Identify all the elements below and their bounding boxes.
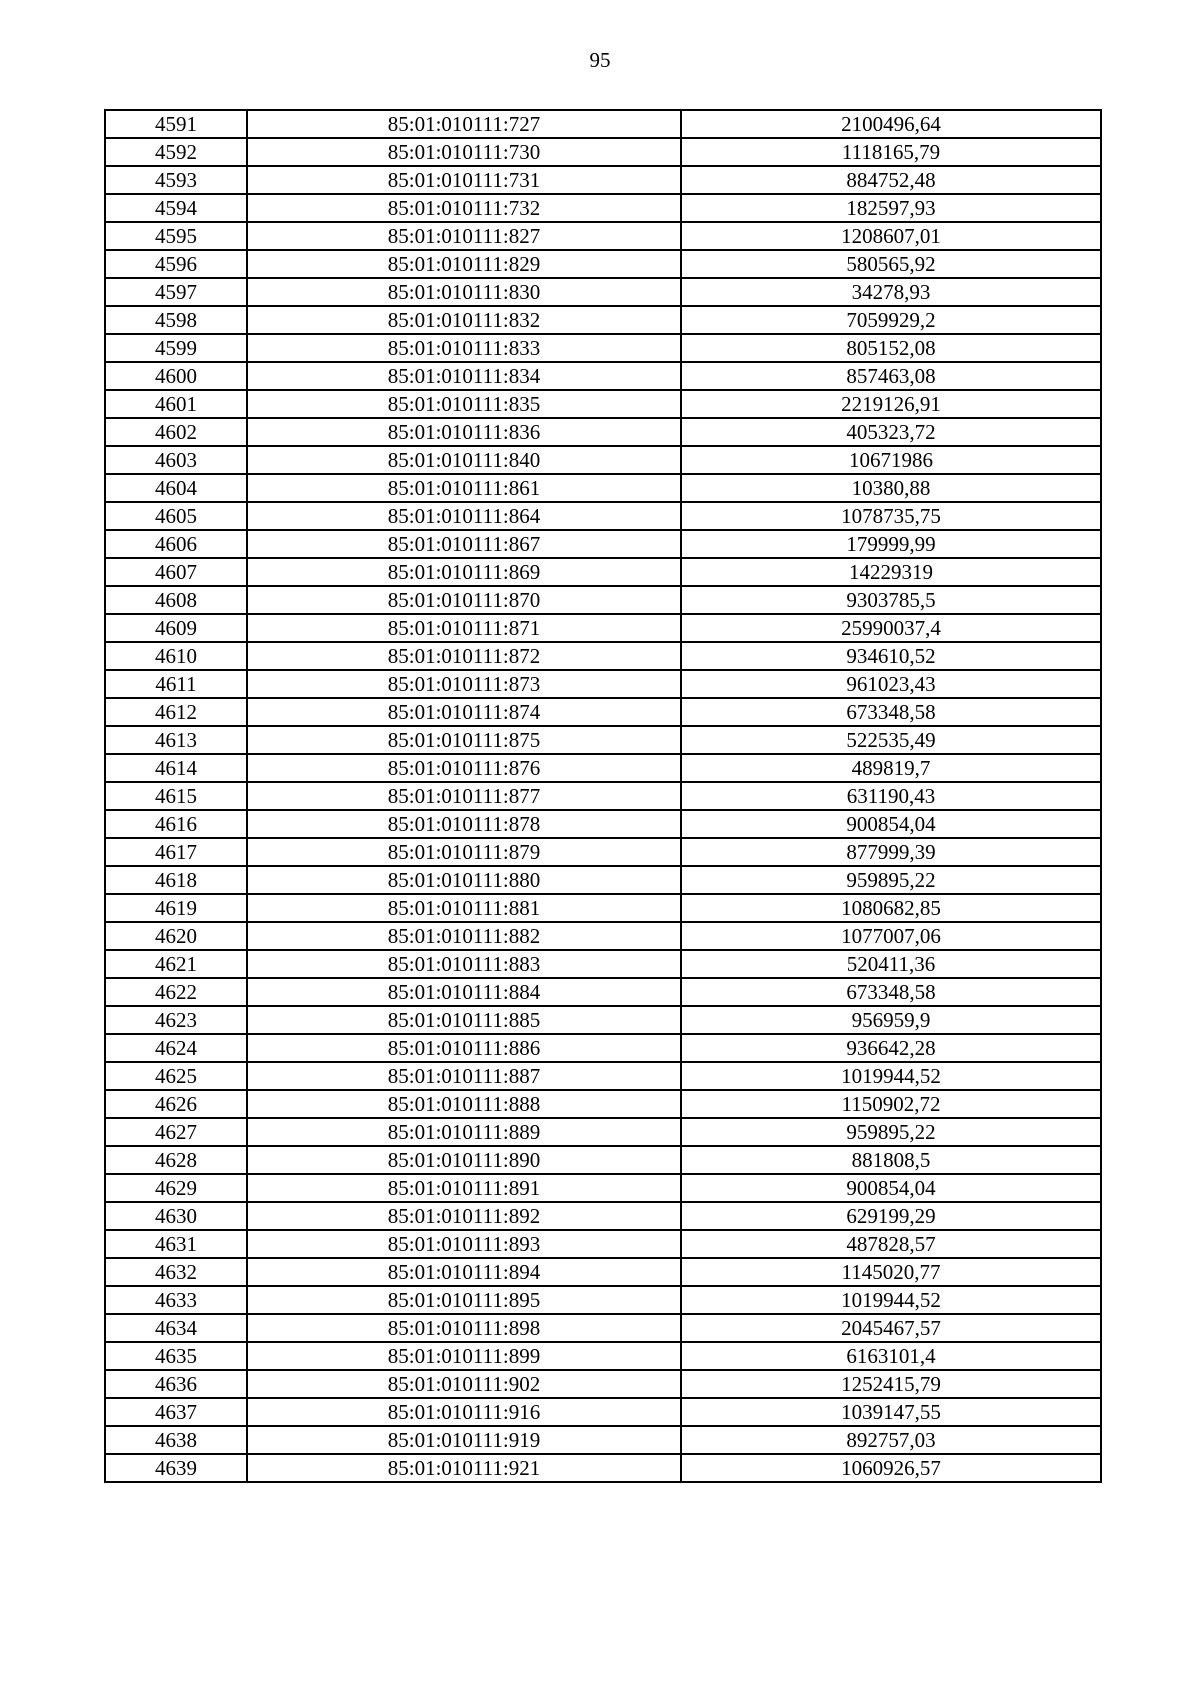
cadastral-value-cell: 1150902,72 — [681, 1090, 1101, 1118]
table-row — [105, 614, 1101, 642]
cadastral-value-cell: 14229319 — [681, 558, 1101, 586]
row-number-cell: 4621 — [105, 950, 247, 978]
cadastral-number-cell: 85:01:010111:871 — [247, 614, 681, 642]
row-number-cell: 4620 — [105, 922, 247, 950]
row-number-cell: 4634 — [105, 1314, 247, 1342]
cadastral-value-cell: 673348,58 — [681, 698, 1101, 726]
cadastral-value-cell: 179999,99 — [681, 530, 1101, 558]
row-number-cell: 4598 — [105, 306, 247, 334]
row-number-cell: 4628 — [105, 1146, 247, 1174]
table-row — [105, 446, 1101, 474]
row-number-cell: 4636 — [105, 1370, 247, 1398]
row-number-cell: 4633 — [105, 1286, 247, 1314]
table-row — [105, 362, 1101, 390]
table-row — [105, 754, 1101, 782]
row-number-cell: 4594 — [105, 194, 247, 222]
table-row — [105, 922, 1101, 950]
table-row — [105, 1314, 1101, 1342]
row-number-cell: 4596 — [105, 250, 247, 278]
cadastral-value-cell: 892757,03 — [681, 1426, 1101, 1454]
table-row — [105, 138, 1101, 166]
row-number-cell: 4617 — [105, 838, 247, 866]
table-row — [105, 1454, 1101, 1482]
cadastral-number-cell: 85:01:010111:877 — [247, 782, 681, 810]
row-number-cell: 4610 — [105, 642, 247, 670]
cadastral-value-cell: 881808,5 — [681, 1146, 1101, 1174]
cadastral-number-cell: 85:01:010111:832 — [247, 306, 681, 334]
row-number-cell: 4591 — [105, 110, 247, 138]
table-row — [105, 1286, 1101, 1314]
table-row — [105, 1342, 1101, 1370]
table-row — [105, 1174, 1101, 1202]
row-number-cell: 4608 — [105, 586, 247, 614]
cadastral-number-cell: 85:01:010111:883 — [247, 950, 681, 978]
cadastral-value-cell: 1118165,79 — [681, 138, 1101, 166]
cadastral-value-cell: 959895,22 — [681, 866, 1101, 894]
cadastral-number-cell: 85:01:010111:898 — [247, 1314, 681, 1342]
row-number-cell: 4606 — [105, 530, 247, 558]
cadastral-number-cell: 85:01:010111:881 — [247, 894, 681, 922]
cadastral-number-cell: 85:01:010111:880 — [247, 866, 681, 894]
cadastral-value-cell: 629199,29 — [681, 1202, 1101, 1230]
cadastral-number-cell: 85:01:010111:875 — [247, 726, 681, 754]
cadastral-value-cell: 936642,28 — [681, 1034, 1101, 1062]
cadastral-number-cell: 85:01:010111:919 — [247, 1426, 681, 1454]
table-row — [105, 670, 1101, 698]
table-row — [105, 950, 1101, 978]
row-number-cell: 4639 — [105, 1454, 247, 1482]
cadastral-value-cell: 1019944,52 — [681, 1062, 1101, 1090]
row-number-cell: 4619 — [105, 894, 247, 922]
cadastral-number-cell: 85:01:010111:916 — [247, 1398, 681, 1426]
cadastral-number-cell: 85:01:010111:835 — [247, 390, 681, 418]
row-number-cell: 4624 — [105, 1034, 247, 1062]
cadastral-number-cell: 85:01:010111:894 — [247, 1258, 681, 1286]
row-number-cell: 4611 — [105, 670, 247, 698]
cadastral-value-cell: 857463,08 — [681, 362, 1101, 390]
table-row — [105, 1370, 1101, 1398]
row-number-cell: 4618 — [105, 866, 247, 894]
cadastral-number-cell: 85:01:010111:921 — [247, 1454, 681, 1482]
cadastral-value-cell: 2100496,64 — [681, 110, 1101, 138]
row-number-cell: 4595 — [105, 222, 247, 250]
table-row — [105, 1090, 1101, 1118]
cadastral-number-cell: 85:01:010111:878 — [247, 810, 681, 838]
cadastral-value-cell: 1060926,57 — [681, 1454, 1101, 1482]
cadastral-number-cell: 85:01:010111:834 — [247, 362, 681, 390]
table-row — [105, 334, 1101, 362]
cadastral-number-cell: 85:01:010111:730 — [247, 138, 681, 166]
cadastral-number-cell: 85:01:010111:902 — [247, 1370, 681, 1398]
cadastral-value-cell: 805152,08 — [681, 334, 1101, 362]
cadastral-value-cell: 1145020,77 — [681, 1258, 1101, 1286]
cadastral-value-cell: 9303785,5 — [681, 586, 1101, 614]
table-row — [105, 558, 1101, 586]
table-row — [105, 586, 1101, 614]
row-number-cell: 4604 — [105, 474, 247, 502]
cadastral-number-cell: 85:01:010111:899 — [247, 1342, 681, 1370]
cadastral-value-cell: 1208607,01 — [681, 222, 1101, 250]
row-number-cell: 4614 — [105, 754, 247, 782]
table-row — [105, 1230, 1101, 1258]
cadastral-value-cell: 631190,43 — [681, 782, 1101, 810]
row-number-cell: 4605 — [105, 502, 247, 530]
row-number-cell: 4612 — [105, 698, 247, 726]
row-number-cell: 4600 — [105, 362, 247, 390]
cadastral-value-cell: 25990037,4 — [681, 614, 1101, 642]
row-number-cell: 4622 — [105, 978, 247, 1006]
cadastral-number-cell: 85:01:010111:890 — [247, 1146, 681, 1174]
row-number-cell: 4603 — [105, 446, 247, 474]
table-row — [105, 1398, 1101, 1426]
cadastral-value-cell: 405323,72 — [681, 418, 1101, 446]
table-row — [105, 278, 1101, 306]
row-number-cell: 4597 — [105, 278, 247, 306]
cadastral-number-cell: 85:01:010111:870 — [247, 586, 681, 614]
cadastral-number-cell: 85:01:010111:827 — [247, 222, 681, 250]
cadastral-number-cell: 85:01:010111:731 — [247, 166, 681, 194]
cadastral-value-cell: 1080682,85 — [681, 894, 1101, 922]
cadastral-number-cell: 85:01:010111:895 — [247, 1286, 681, 1314]
row-number-cell: 4630 — [105, 1202, 247, 1230]
cadastral-number-cell: 85:01:010111:885 — [247, 1006, 681, 1034]
cadastral-value-cell: 182597,93 — [681, 194, 1101, 222]
table-row — [105, 1034, 1101, 1062]
cadastral-number-cell: 85:01:010111:893 — [247, 1230, 681, 1258]
table-row — [105, 390, 1101, 418]
row-number-cell: 4627 — [105, 1118, 247, 1146]
table-row — [105, 698, 1101, 726]
cadastral-number-cell: 85:01:010111:874 — [247, 698, 681, 726]
cadastral-value-cell: 1252415,79 — [681, 1370, 1101, 1398]
cadastral-value-cell: 520411,36 — [681, 950, 1101, 978]
cadastral-number-cell: 85:01:010111:879 — [247, 838, 681, 866]
row-number-cell: 4626 — [105, 1090, 247, 1118]
table-row — [105, 250, 1101, 278]
cadastral-number-cell: 85:01:010111:861 — [247, 474, 681, 502]
row-number-cell: 4629 — [105, 1174, 247, 1202]
cadastral-value-cell: 1019944,52 — [681, 1286, 1101, 1314]
table-row — [105, 1146, 1101, 1174]
row-number-cell: 4607 — [105, 558, 247, 586]
row-number-cell: 4638 — [105, 1426, 247, 1454]
row-number-cell: 4609 — [105, 614, 247, 642]
table-row — [105, 502, 1101, 530]
cadastral-value-table — [104, 109, 1102, 1483]
cadastral-value-cell: 489819,7 — [681, 754, 1101, 782]
cadastral-number-cell: 85:01:010111:882 — [247, 922, 681, 950]
cadastral-value-cell: 1077007,06 — [681, 922, 1101, 950]
cadastral-number-cell: 85:01:010111:888 — [247, 1090, 681, 1118]
table-row — [105, 1118, 1101, 1146]
cadastral-number-cell: 85:01:010111:872 — [247, 642, 681, 670]
cadastral-value-cell: 900854,04 — [681, 810, 1101, 838]
cadastral-value-cell: 884752,48 — [681, 166, 1101, 194]
cadastral-number-cell: 85:01:010111:873 — [247, 670, 681, 698]
cadastral-value-cell: 2219126,91 — [681, 390, 1101, 418]
row-number-cell: 4602 — [105, 418, 247, 446]
row-number-cell: 4613 — [105, 726, 247, 754]
cadastral-value-cell: 961023,43 — [681, 670, 1101, 698]
cadastral-value-cell: 956959,9 — [681, 1006, 1101, 1034]
cadastral-value-cell: 1078735,75 — [681, 502, 1101, 530]
table-row — [105, 838, 1101, 866]
row-number-cell: 4632 — [105, 1258, 247, 1286]
row-number-cell: 4592 — [105, 138, 247, 166]
row-number-cell: 4631 — [105, 1230, 247, 1258]
table-row — [105, 1202, 1101, 1230]
cadastral-value-cell: 2045467,57 — [681, 1314, 1101, 1342]
cadastral-value-cell: 900854,04 — [681, 1174, 1101, 1202]
cadastral-value-cell: 10671986 — [681, 446, 1101, 474]
table-row — [105, 306, 1101, 334]
row-number-cell: 4623 — [105, 1006, 247, 1034]
table-row — [105, 418, 1101, 446]
cadastral-number-cell: 85:01:010111:830 — [247, 278, 681, 306]
table-body — [105, 110, 1101, 1482]
table-row — [105, 810, 1101, 838]
cadastral-value-cell: 487828,57 — [681, 1230, 1101, 1258]
table-row — [105, 1006, 1101, 1034]
cadastral-value-cell: 522535,49 — [681, 726, 1101, 754]
cadastral-value-cell: 934610,52 — [681, 642, 1101, 670]
table-row — [105, 866, 1101, 894]
table-row — [105, 1062, 1101, 1090]
table-row — [105, 1258, 1101, 1286]
cadastral-number-cell: 85:01:010111:887 — [247, 1062, 681, 1090]
cadastral-value-cell: 7059929,2 — [681, 306, 1101, 334]
cadastral-value-cell: 877999,39 — [681, 838, 1101, 866]
cadastral-value-cell: 34278,93 — [681, 278, 1101, 306]
cadastral-value-cell: 1039147,55 — [681, 1398, 1101, 1426]
table-row — [105, 194, 1101, 222]
row-number-cell: 4593 — [105, 166, 247, 194]
cadastral-number-cell: 85:01:010111:867 — [247, 530, 681, 558]
cadastral-value-cell: 673348,58 — [681, 978, 1101, 1006]
cadastral-number-cell: 85:01:010111:889 — [247, 1118, 681, 1146]
cadastral-value-cell: 580565,92 — [681, 250, 1101, 278]
cadastral-number-cell: 85:01:010111:833 — [247, 334, 681, 362]
cadastral-number-cell: 85:01:010111:864 — [247, 502, 681, 530]
table-row — [105, 782, 1101, 810]
cadastral-number-cell: 85:01:010111:869 — [247, 558, 681, 586]
table-row — [105, 530, 1101, 558]
table-row — [105, 642, 1101, 670]
cadastral-number-cell: 85:01:010111:891 — [247, 1174, 681, 1202]
cadastral-value-cell: 6163101,4 — [681, 1342, 1101, 1370]
page-number: 95 — [589, 48, 611, 72]
cadastral-number-cell: 85:01:010111:840 — [247, 446, 681, 474]
table-row — [105, 894, 1101, 922]
row-number-cell: 4601 — [105, 390, 247, 418]
table-row — [105, 978, 1101, 1006]
cadastral-number-cell: 85:01:010111:836 — [247, 418, 681, 446]
row-number-cell: 4635 — [105, 1342, 247, 1370]
cadastral-value-cell: 959895,22 — [681, 1118, 1101, 1146]
row-number-cell: 4615 — [105, 782, 247, 810]
table-row — [105, 110, 1101, 138]
cadastral-number-cell: 85:01:010111:727 — [247, 110, 681, 138]
row-number-cell: 4625 — [105, 1062, 247, 1090]
cadastral-number-cell: 85:01:010111:884 — [247, 978, 681, 1006]
cadastral-number-cell: 85:01:010111:829 — [247, 250, 681, 278]
cadastral-number-cell: 85:01:010111:886 — [247, 1034, 681, 1062]
cadastral-number-cell: 85:01:010111:732 — [247, 194, 681, 222]
cadastral-value-cell: 10380,88 — [681, 474, 1101, 502]
table-row — [105, 222, 1101, 250]
table-row — [105, 474, 1101, 502]
row-number-cell: 4616 — [105, 810, 247, 838]
table-row — [105, 1426, 1101, 1454]
row-number-cell: 4637 — [105, 1398, 247, 1426]
row-number-cell: 4599 — [105, 334, 247, 362]
table-row — [105, 166, 1101, 194]
cadastral-number-cell: 85:01:010111:892 — [247, 1202, 681, 1230]
cadastral-number-cell: 85:01:010111:876 — [247, 754, 681, 782]
table-row — [105, 726, 1101, 754]
